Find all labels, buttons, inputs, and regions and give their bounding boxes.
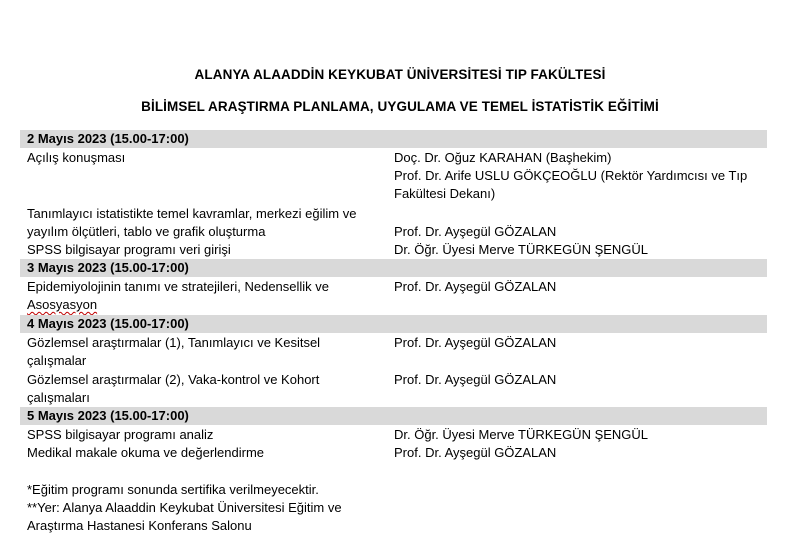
certificate-note: *Eğitim programı sonunda sertifika verilmeyecektir. (27, 482, 319, 497)
session-topic (27, 278, 362, 314)
day-header (20, 407, 767, 425)
session-topic: Gözlemsel araştırmalar (1), Tanımlayıcı ve Kesitsel çalışmalar (27, 335, 321, 368)
session-speaker: Doç. Dr. Oğuz KARAHAN (Başhekim) (394, 150, 612, 165)
document-title: ALANYA ALAADDİN KEYKUBAT ÜNİVERSİTESİ TIP FAKÜLTESİ (194, 67, 606, 82)
day-date: 4 Mayıs 2023 (15.00-17:00) (27, 316, 189, 331)
day-header (20, 259, 767, 277)
session-topic-line: Epidemiyolojinin tanımı ve stratejileri, Nedensellik ve (27, 279, 330, 294)
location-note: **Yer: Alanya Alaaddin Keykubat Üniversitesi Eğitim ve Araştırma Hastanesi Konferans Salonu (27, 500, 342, 533)
day-header (20, 130, 767, 148)
session-topic: Medikal makale okuma ve değerlendirme (27, 445, 265, 460)
session-topic: Tanımlayıcı istatistikte temel kavramlar, merkezi eğilim ve yayılım ölçütleri, tablo ve grafik oluşturma (27, 206, 357, 239)
day-header (20, 315, 767, 333)
session-speaker: Prof. Dr. Ayşegül GÖZALAN (394, 335, 557, 350)
session-topic: Açılış konuşması (27, 150, 126, 165)
day-date: 2 Mayıs 2023 (15.00-17:00) (27, 131, 189, 146)
session-speaker: Prof. Dr. Ayşegül GÖZALAN (394, 445, 557, 460)
session-speaker: Dr. Öğr. Üyesi Merve TÜRKEGÜN ŞENGÜL (394, 427, 649, 442)
session-speaker: Prof. Dr. Arife USLU GÖKÇEOĞLU (Rektör Yardımcısı ve Tıp Fakültesi Dekanı) (394, 168, 748, 201)
session-topic: SPSS bilgisayar programı analiz (27, 427, 214, 442)
day-date: 5 Mayıs 2023 (15.00-17:00) (27, 408, 189, 423)
session-speaker: Prof. Dr. Ayşegül GÖZALAN (394, 279, 557, 294)
session-topic: Gözlemsel araştırmalar (2), Vaka-kontrol ve Kohort çalışmaları (27, 372, 320, 405)
session-topic-line: Asosyasyon (27, 297, 98, 312)
day-date: 3 Mayıs 2023 (15.00-17:00) (27, 260, 189, 275)
session-topic: SPSS bilgisayar programı veri girişi (27, 242, 231, 257)
session-speaker: Prof. Dr. Ayşegül GÖZALAN (394, 224, 557, 239)
session-speaker: Prof. Dr. Ayşegül GÖZALAN (394, 372, 557, 387)
program-title: BİLİMSEL ARAŞTIRMA PLANLAMA, UYGULAMA VE TEMEL İSTATİSTİK EĞİTİMİ (141, 99, 659, 114)
session-speaker: Dr. Öğr. Üyesi Merve TÜRKEGÜN ŞENGÜL (394, 242, 649, 257)
